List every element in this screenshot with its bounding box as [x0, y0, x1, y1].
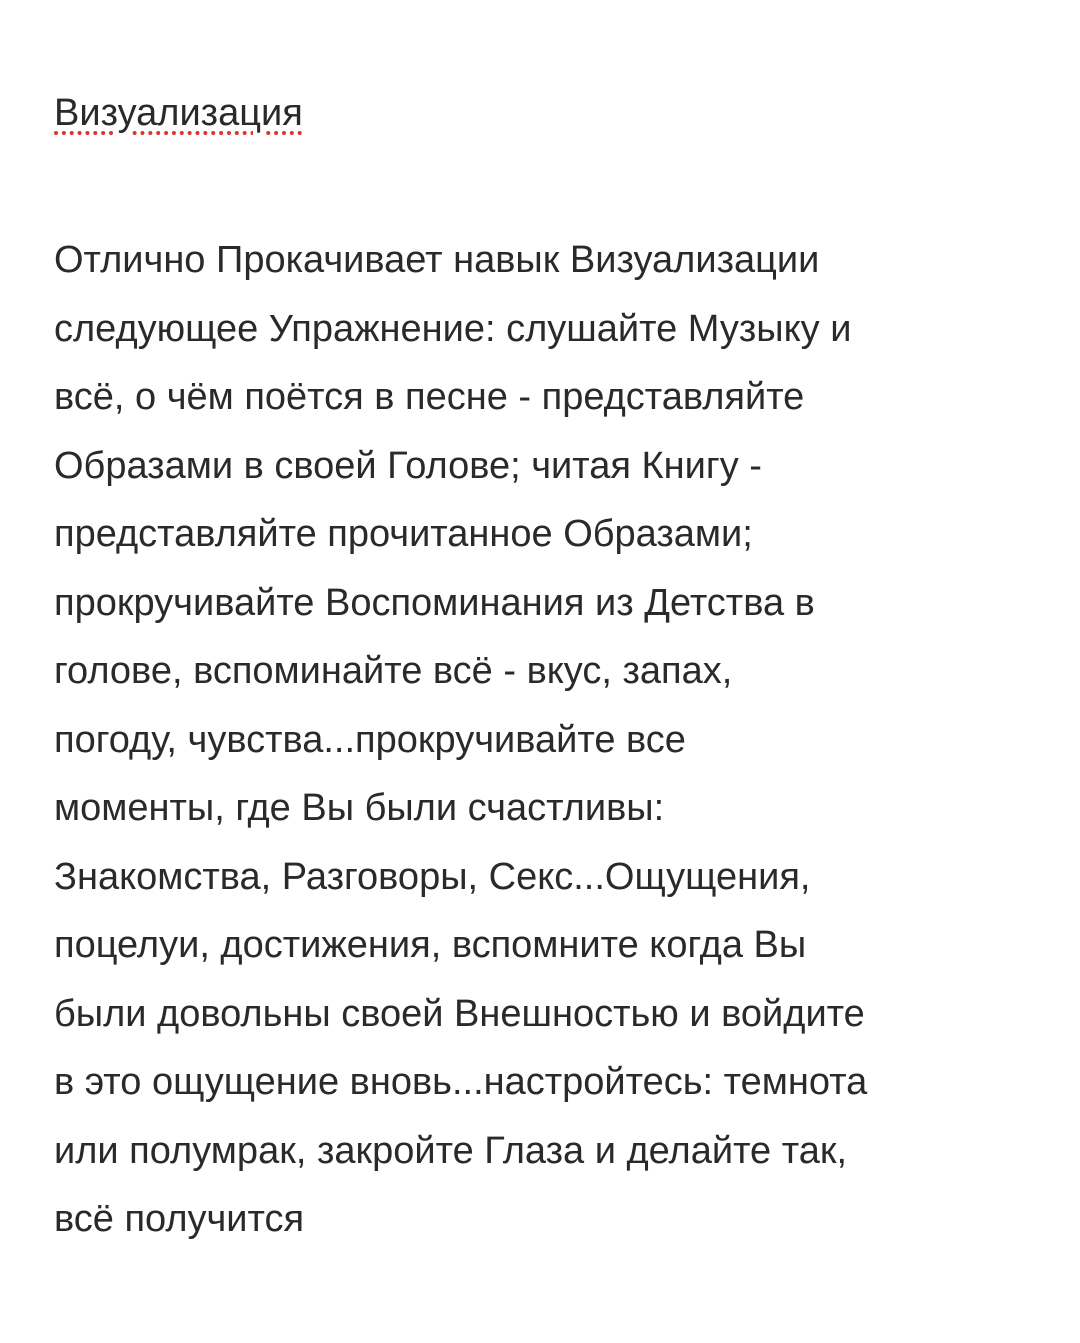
note-paragraph: [54, 226, 1044, 1254]
paragraph-line: Отлично Прокачивает навык Визуализации: [54, 239, 820, 281]
paragraph-line: погоду, чувства...прокручивайте все: [54, 718, 686, 761]
paragraph-line: в это ощущение вновь...настройтесь: темнота: [54, 1061, 868, 1103]
paragraph-line: Знакомства, Разговоры, Секс...Ощущения,: [54, 855, 811, 898]
blank-line: [54, 138, 1044, 226]
paragraph-line: поцелуи, достижения, вспомните когда Вы: [54, 924, 807, 966]
note-body[interactable]: [54, 88, 1044, 1254]
paragraph-line: голове, вспоминайте всё - вкус, запах,: [54, 650, 733, 692]
paragraph-line: были довольны своей Внешностью и войдите: [54, 992, 865, 1035]
paragraph-line: всё, о чём поётся в песне - представляйте: [54, 376, 805, 418]
paragraph-line: представляйте прочитанное Образами;: [54, 513, 753, 555]
paragraph-line: следующее Упражнение: слушайте Музыку и: [54, 307, 852, 350]
paragraph-line: Образами в своей Голове; читая Книгу -: [54, 444, 762, 487]
paragraph-line: или полумрак, закройте Глаза и делайте так,: [54, 1129, 848, 1172]
paragraph-line: всё получится: [54, 1198, 305, 1240]
paragraph-line: моменты, где Вы были счастливы:: [54, 787, 665, 829]
paragraph-line: прокручивайте Воспоминания из Детства в: [54, 581, 815, 624]
note-title: [54, 88, 1044, 138]
misspelled-word[interactable]: Визуализация: [54, 92, 303, 134]
